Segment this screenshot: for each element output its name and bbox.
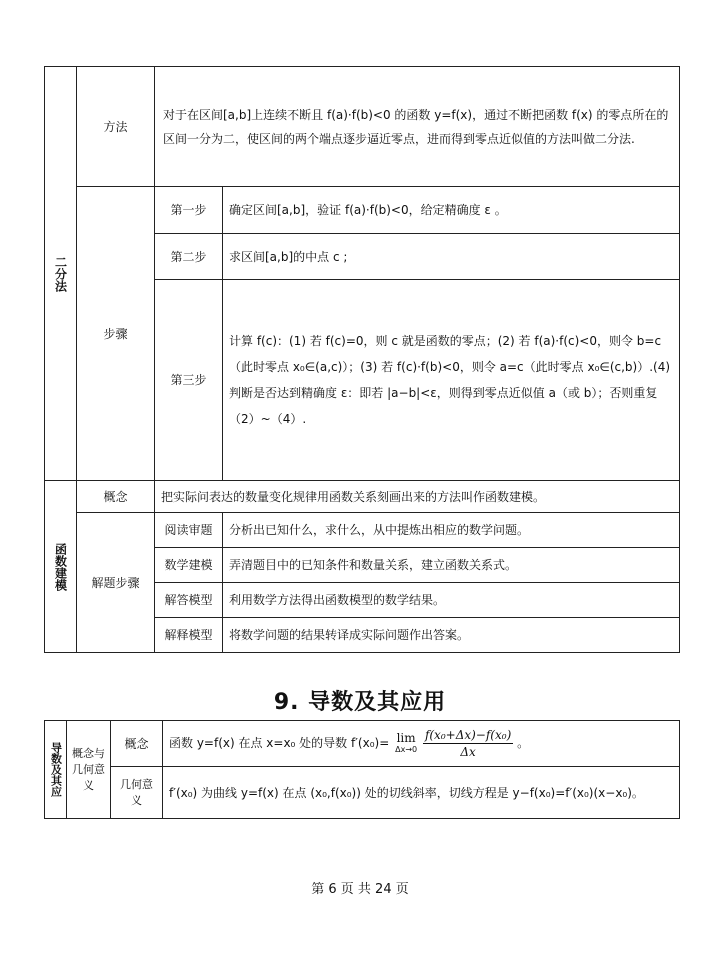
page-footer: 第 6 页 共 24 页 (311, 882, 409, 897)
derivative-concept-label: 概念 (111, 721, 163, 767)
modeling-step-text-3: 利用数学方法得出函数模型的数学结果。 (223, 583, 680, 618)
method-text: 对于在区间[a,b]上连续不断且 f(a)·f(b)<0 的函数 y=f(x)，通过不断把函数 f(x) 的零点所在的区间一分为二，使区间的两个端点逐步逼近零点，进而得到零点近似值的方法叫做二分法. (155, 67, 680, 187)
modeling-step-name-2: 数学建模 (155, 548, 223, 583)
steps-label: 步骤 (77, 187, 155, 481)
bisection-category-label: 二分法 (53, 255, 68, 292)
modeling-category-cell (45, 481, 77, 653)
derivative-category-label: 导数及其应 (49, 742, 63, 797)
modeling-step-name-1: 阅读审题 (155, 513, 223, 548)
fraction-numerator: f(x₀+Δx)−f(x₀) (424, 728, 512, 742)
derivative-geo-text: f′(x₀) 为曲线 y=f(x) 在点 (x₀,f(x₀)) 处的切线斜率，切线方程是 y−f(x₀)=f′(x₀)(x−x₀)。 (163, 767, 680, 819)
step-text-1: 确定区间[a,b]，验证 f(a)·f(b)<0，给定精确度 ε 。 (223, 187, 680, 234)
method-label: 方法 (77, 67, 155, 187)
modeling-concept-label: 概念 (77, 481, 155, 513)
modeling-step-text-4: 将数学问题的结果转译成实际问题作出答案。 (223, 618, 680, 653)
limit-block (395, 732, 417, 756)
limit-text: lim (396, 730, 416, 745)
derivative-table (44, 720, 680, 819)
derivative-group-label: 概念与几何意义 (67, 721, 111, 819)
modeling-step-text-2: 弄清题目中的已知条件和数量关系，建立函数关系式。 (223, 548, 680, 583)
modeling-steps-label: 解题步骤 (77, 513, 155, 653)
derivative-geo-label: 几何意义 (111, 767, 163, 819)
derivative-concept-suffix: 。 (517, 736, 530, 750)
fraction-denominator: Δx (460, 745, 476, 759)
limit-sub: Δx→0 (395, 744, 418, 754)
derivative-concept-prefix: 函数 y=f(x) 在点 x=x₀ 处的导数 f′(x₀)= (169, 736, 390, 750)
step-text-3: 计算 f(c)：(1) 若 f(c)=0，则 c 就是函数的零点；(2) 若 f(a)·f(c)<0，则令 b=c（此时零点 x₀∈(a,c)）；(3) 若 f(c)·f(b)<0，则令 a=c（此时零点 x₀∈(c,b)）.(4) 判断是否达到精确度 ε：即若 |a−b|<ε，则得到零点近似值 a（或 b）；否则重复（2）~（4）. (223, 280, 680, 481)
step-name-2: 第二步 (155, 234, 223, 280)
fraction (423, 727, 513, 760)
section-title: 9. 导数及其应用 (273, 690, 447, 715)
derivative-category-cell (45, 721, 67, 819)
step-name-1: 第一步 (155, 187, 223, 234)
derivative-concept-cell (163, 721, 680, 767)
modeling-step-name-4: 解释模型 (155, 618, 223, 653)
modeling-concept-text: 把实际问表达的数量变化规律用函数关系刻画出来的方法叫作函数建模。 (155, 481, 680, 513)
step-text-2: 求区间[a,b]的中点 c ; (223, 234, 680, 280)
step-name-3: 第三步 (155, 280, 223, 481)
modeling-category-label: 函数建模 (53, 542, 68, 591)
modeling-step-name-3: 解答模型 (155, 583, 223, 618)
modeling-step-text-1: 分析出已知什么，求什么，从中提炼出相应的数学问题。 (223, 513, 680, 548)
bisection-category-cell (45, 67, 77, 481)
main-table (44, 66, 680, 653)
